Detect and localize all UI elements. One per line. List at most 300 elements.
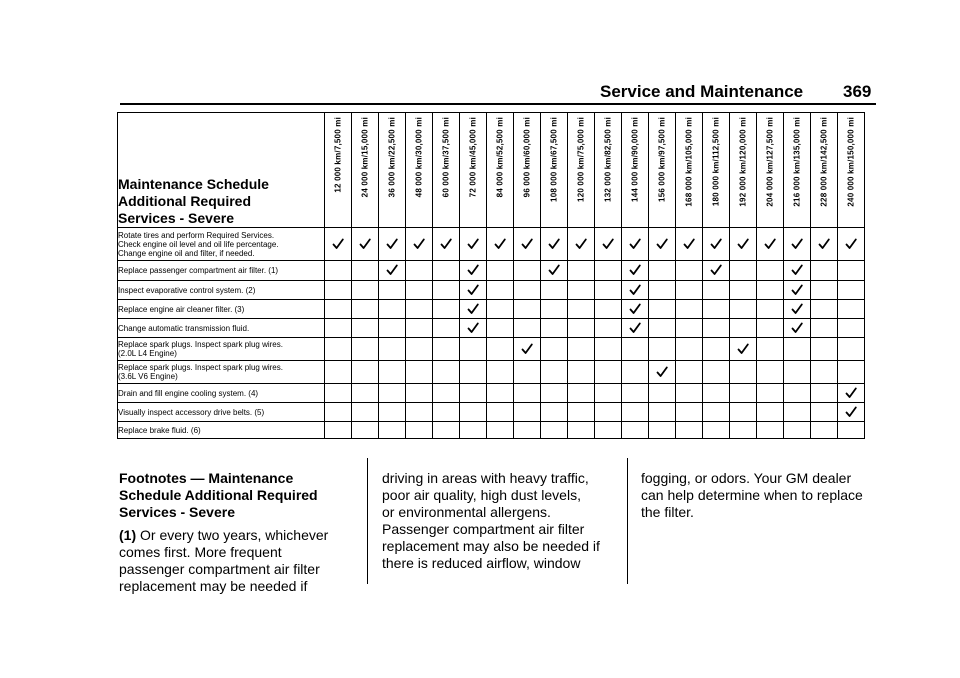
- schedule-cell: [541, 384, 568, 403]
- check-mark-icon: [845, 238, 857, 250]
- schedule-cell: [541, 319, 568, 338]
- schedule-cell: [811, 261, 838, 281]
- schedule-cell: [838, 361, 865, 384]
- service-task: [118, 422, 325, 439]
- interval-label: 12 000 km/7,500 mi: [333, 117, 343, 193]
- check-mark-icon: [629, 303, 641, 315]
- schedule-row: [118, 261, 865, 281]
- schedule-cell: [676, 422, 703, 439]
- check-mark-icon: [413, 238, 425, 250]
- schedule-cell: [595, 300, 622, 319]
- schedule-cell: [514, 319, 541, 338]
- check-mark-icon: [791, 322, 803, 334]
- check-mark-icon: [629, 264, 641, 276]
- schedule-row: [118, 319, 865, 338]
- interval-label: 168 000 km/105,000 mi: [684, 117, 694, 207]
- schedule-cell: [460, 403, 487, 422]
- schedule-row: [118, 384, 865, 403]
- service-task-line: Rotate tires and perform Required Services.: [118, 230, 275, 240]
- interval-label: 48 000 km/30,000 mi: [414, 117, 424, 198]
- schedule-cell: [676, 361, 703, 384]
- service-task: [118, 403, 325, 422]
- schedule-cell: [352, 361, 379, 384]
- footnote-1-label: (1): [119, 527, 137, 543]
- schedule-cell: [676, 228, 703, 261]
- schedule-cell: [460, 338, 487, 361]
- service-task: [118, 319, 325, 338]
- schedule-cell: [352, 338, 379, 361]
- table-title-line: Services - Severe: [118, 210, 234, 226]
- schedule-cell: [514, 384, 541, 403]
- schedule-cell: [379, 384, 406, 403]
- schedule-cell: [595, 319, 622, 338]
- schedule-cell: [352, 319, 379, 338]
- schedule-cell: [352, 261, 379, 281]
- schedule-cell: [730, 300, 757, 319]
- check-mark-icon: [332, 238, 344, 250]
- footnote-1-line-1: Or every two years, whichever: [136, 527, 329, 543]
- schedule-cell: [487, 361, 514, 384]
- interval-label: 96 000 km/60,000 mi: [522, 117, 532, 198]
- interval-label: 216 000 km/135,000 mi: [792, 117, 802, 207]
- schedule-cell: [325, 300, 352, 319]
- schedule-cell: [595, 361, 622, 384]
- check-mark-icon: [494, 238, 506, 250]
- interval-column-header: [703, 113, 730, 228]
- schedule-cell: [541, 228, 568, 261]
- service-task-line: Check engine oil level and oil life percentage.: [118, 239, 279, 249]
- schedule-cell: [838, 338, 865, 361]
- schedule-cell: [784, 338, 811, 361]
- interval-column-header: [487, 113, 514, 228]
- schedule-cell: [406, 384, 433, 403]
- schedule-row: [118, 300, 865, 319]
- check-mark-icon: [791, 264, 803, 276]
- footnote-1-continued-2: [641, 470, 876, 521]
- schedule-cell: [514, 338, 541, 361]
- schedule-cell: [433, 319, 460, 338]
- schedule-cell: [730, 319, 757, 338]
- interval-label: 24 000 km/15,000 mi: [360, 117, 370, 198]
- schedule-cell: [622, 228, 649, 261]
- check-mark-icon: [467, 238, 479, 250]
- schedule-cell: [325, 338, 352, 361]
- schedule-cell: [757, 361, 784, 384]
- schedule-cell: [595, 228, 622, 261]
- schedule-cell: [460, 319, 487, 338]
- schedule-cell: [406, 422, 433, 439]
- table-header-row: [118, 113, 865, 228]
- footnote-line: the filter.: [641, 504, 694, 520]
- schedule-cell: [622, 361, 649, 384]
- service-task-line: Replace spark plugs. Inspect spark plug wires.: [118, 363, 283, 372]
- schedule-row: [118, 228, 865, 261]
- schedule-cell: [568, 422, 595, 439]
- schedule-cell: [757, 422, 784, 439]
- check-mark-icon: [656, 238, 668, 250]
- schedule-cell: [379, 228, 406, 261]
- schedule-cell: [433, 422, 460, 439]
- schedule-cell: [757, 261, 784, 281]
- schedule-cell: [622, 281, 649, 300]
- schedule-cell: [811, 300, 838, 319]
- schedule-cell: [433, 384, 460, 403]
- schedule-cell: [433, 361, 460, 384]
- schedule-cell: [460, 261, 487, 281]
- schedule-cell: [514, 422, 541, 439]
- check-mark-icon: [359, 238, 371, 250]
- check-mark-icon: [602, 238, 614, 250]
- check-mark-icon: [737, 343, 749, 355]
- interval-column-header: [676, 113, 703, 228]
- schedule-cell: [649, 261, 676, 281]
- footnotes-heading-line: Services - Severe: [119, 504, 235, 520]
- schedule-cell: [379, 403, 406, 422]
- schedule-cell: [649, 422, 676, 439]
- footnote-line: passenger compartment air filter: [119, 561, 320, 577]
- footnote-line: driving in areas with heavy traffic,: [382, 470, 589, 486]
- footnotes-heading: [119, 470, 349, 521]
- check-mark-icon: [548, 238, 560, 250]
- schedule-cell: [460, 228, 487, 261]
- schedule-cell: [730, 338, 757, 361]
- schedule-cell: [811, 422, 838, 439]
- service-task-line: (3.6L V6 Engine): [118, 372, 178, 381]
- footnotes-column-2: [382, 470, 617, 572]
- schedule-cell: [325, 361, 352, 384]
- schedule-cell: [325, 384, 352, 403]
- schedule-cell: [676, 319, 703, 338]
- schedule-cell: [838, 228, 865, 261]
- schedule-cell: [379, 361, 406, 384]
- schedule-cell: [649, 281, 676, 300]
- interval-label: 192 000 km/120,000 mi: [738, 117, 748, 207]
- schedule-cell: [325, 422, 352, 439]
- schedule-cell: [406, 300, 433, 319]
- footnote-line: replacement may also be needed if: [382, 538, 600, 554]
- maintenance-schedule-table: [117, 112, 865, 439]
- interval-column-header: [352, 113, 379, 228]
- interval-label: 120 000 km/75,000 mi: [576, 117, 586, 202]
- check-mark-icon: [548, 264, 560, 276]
- check-mark-icon: [791, 238, 803, 250]
- check-mark-icon: [737, 238, 749, 250]
- schedule-cell: [784, 403, 811, 422]
- schedule-cell: [487, 384, 514, 403]
- footnote-1-text: [119, 527, 349, 595]
- schedule-cell: [838, 319, 865, 338]
- interval-label: 240 000 km/150,000 mi: [846, 117, 856, 207]
- schedule-cell: [622, 319, 649, 338]
- schedule-cell: [325, 281, 352, 300]
- schedule-row: [118, 403, 865, 422]
- check-mark-icon: [521, 343, 533, 355]
- schedule-cell: [676, 300, 703, 319]
- schedule-cell: [703, 384, 730, 403]
- schedule-cell: [784, 261, 811, 281]
- schedule-cell: [757, 228, 784, 261]
- check-mark-icon: [386, 264, 398, 276]
- schedule-cell: [379, 261, 406, 281]
- schedule-cell: [784, 422, 811, 439]
- check-mark-icon: [440, 238, 452, 250]
- service-task: [118, 384, 325, 403]
- footnote-line: can help determine when to replace: [641, 487, 863, 503]
- schedule-cell: [811, 228, 838, 261]
- schedule-cell: [730, 281, 757, 300]
- schedule-cell: [460, 384, 487, 403]
- footnote-line: poor air quality, high dust levels,: [382, 487, 581, 503]
- interval-column-header: [379, 113, 406, 228]
- schedule-cell: [703, 300, 730, 319]
- footnote-line: or environmental allergens.: [382, 504, 551, 520]
- footnotes-column-1: [119, 470, 349, 595]
- schedule-cell: [784, 319, 811, 338]
- check-mark-icon: [656, 366, 668, 378]
- schedule-cell: [622, 384, 649, 403]
- schedule-cell: [406, 281, 433, 300]
- schedule-cell: [649, 403, 676, 422]
- interval-label: 72 000 km/45,000 mi: [468, 117, 478, 198]
- table-title-line: Maintenance Schedule: [118, 176, 269, 192]
- schedule-cell: [784, 361, 811, 384]
- interval-column-header: [838, 113, 865, 228]
- schedule-cell: [703, 422, 730, 439]
- section-title: Service and Maintenance: [600, 82, 804, 101]
- schedule-cell: [541, 422, 568, 439]
- interval-column-header: [730, 113, 757, 228]
- schedule-cell: [649, 319, 676, 338]
- schedule-cell: [595, 338, 622, 361]
- schedule-cell: [406, 261, 433, 281]
- footnotes-column-3: [641, 470, 876, 521]
- schedule-cell: [379, 422, 406, 439]
- schedule-cell: [379, 319, 406, 338]
- schedule-cell: [352, 281, 379, 300]
- schedule-cell: [514, 403, 541, 422]
- schedule-cell: [838, 300, 865, 319]
- schedule-cell: [433, 338, 460, 361]
- table-title: [118, 113, 325, 228]
- interval-column-header: [568, 113, 595, 228]
- interval-column-header: [514, 113, 541, 228]
- interval-label: 132 000 km/82,500 mi: [603, 117, 613, 202]
- interval-label: 36 000 km/22,500 mi: [387, 117, 397, 198]
- schedule-cell: [676, 403, 703, 422]
- schedule-cell: [514, 361, 541, 384]
- schedule-cell: [595, 261, 622, 281]
- check-mark-icon: [467, 322, 479, 334]
- schedule-cell: [325, 228, 352, 261]
- schedule-cell: [487, 228, 514, 261]
- schedule-cell: [352, 228, 379, 261]
- service-task-line: Replace engine air cleaner filter. (3): [118, 304, 245, 314]
- schedule-cell: [757, 403, 784, 422]
- service-task-line: Drain and fill engine cooling system. (4): [118, 388, 259, 398]
- schedule-cell: [325, 261, 352, 281]
- schedule-cell: [703, 228, 730, 261]
- schedule-cell: [811, 319, 838, 338]
- schedule-cell: [406, 228, 433, 261]
- schedule-cell: [649, 384, 676, 403]
- schedule-cell: [487, 261, 514, 281]
- schedule-cell: [703, 261, 730, 281]
- schedule-cell: [568, 319, 595, 338]
- schedule-cell: [838, 261, 865, 281]
- check-mark-icon: [386, 238, 398, 250]
- schedule-cell: [487, 300, 514, 319]
- schedule-cell: [379, 281, 406, 300]
- schedule-cell: [568, 228, 595, 261]
- schedule-cell: [568, 261, 595, 281]
- schedule-cell: [622, 422, 649, 439]
- schedule-cell: [433, 300, 460, 319]
- schedule-cell: [676, 261, 703, 281]
- schedule-cell: [730, 422, 757, 439]
- interval-label: 144 000 km/90,000 mi: [630, 117, 640, 202]
- schedule-cell: [406, 403, 433, 422]
- schedule-cell: [568, 338, 595, 361]
- schedule-cell: [568, 384, 595, 403]
- service-task-line: Inspect evaporative control system. (2): [118, 285, 256, 295]
- interval-label: 108 000 km/67,500 mi: [549, 117, 559, 202]
- schedule-cell: [811, 281, 838, 300]
- interval-column-header: [784, 113, 811, 228]
- schedule-cell: [433, 403, 460, 422]
- service-task: [118, 228, 325, 261]
- interval-column-header: [460, 113, 487, 228]
- check-mark-icon: [467, 303, 479, 315]
- interval-column-header: [622, 113, 649, 228]
- schedule-cell: [595, 281, 622, 300]
- interval-column-header: [406, 113, 433, 228]
- schedule-cell: [811, 361, 838, 384]
- schedule-cell: [541, 403, 568, 422]
- interval-label: 228 000 km/142,500 mi: [819, 117, 829, 207]
- check-mark-icon: [791, 284, 803, 296]
- footnote-line: comes first. More frequent: [119, 544, 282, 560]
- schedule-cell: [757, 300, 784, 319]
- schedule-cell: [433, 261, 460, 281]
- schedule-cell: [838, 403, 865, 422]
- schedule-cell: [406, 361, 433, 384]
- footnote-line: replacement may be needed if: [119, 578, 308, 594]
- schedule-cell: [703, 338, 730, 361]
- schedule-cell: [703, 403, 730, 422]
- schedule-cell: [703, 281, 730, 300]
- schedule-cell: [541, 261, 568, 281]
- header-divider: [120, 103, 876, 105]
- page-number: 369: [843, 82, 872, 101]
- check-mark-icon: [845, 387, 857, 399]
- check-mark-icon: [575, 238, 587, 250]
- schedule-cell: [406, 319, 433, 338]
- schedule-cell: [460, 300, 487, 319]
- schedule-cell: [838, 422, 865, 439]
- schedule-cell: [379, 338, 406, 361]
- schedule-cell: [622, 403, 649, 422]
- service-task-line: Visually inspect accessory drive belts. (5): [118, 407, 265, 417]
- interval-label: 84 000 km/52,500 mi: [495, 117, 505, 198]
- schedule-cell: [487, 338, 514, 361]
- schedule-cell: [406, 338, 433, 361]
- schedule-cell: [460, 422, 487, 439]
- footnote-line: Passenger compartment air filter: [382, 521, 585, 537]
- footnote-line: there is reduced airflow, window: [382, 555, 581, 571]
- interval-column-header: [649, 113, 676, 228]
- check-mark-icon: [467, 264, 479, 276]
- table-title-line: Additional Required: [118, 193, 251, 209]
- check-mark-icon: [818, 238, 830, 250]
- schedule-cell: [379, 300, 406, 319]
- schedule-cell: [460, 361, 487, 384]
- schedule-cell: [784, 384, 811, 403]
- check-mark-icon: [710, 238, 722, 250]
- schedule-cell: [757, 384, 784, 403]
- schedule-cell: [541, 281, 568, 300]
- schedule-cell: [703, 319, 730, 338]
- schedule-cell: [568, 361, 595, 384]
- check-mark-icon: [467, 284, 479, 296]
- schedule-cell: [676, 384, 703, 403]
- schedule-cell: [757, 338, 784, 361]
- schedule-cell: [838, 281, 865, 300]
- schedule-cell: [838, 384, 865, 403]
- schedule-cell: [730, 361, 757, 384]
- schedule-cell: [730, 384, 757, 403]
- schedule-cell: [487, 422, 514, 439]
- schedule-cell: [757, 281, 784, 300]
- schedule-cell: [352, 300, 379, 319]
- check-mark-icon: [791, 303, 803, 315]
- schedule-cell: [433, 228, 460, 261]
- schedule-row: [118, 338, 865, 361]
- schedule-cell: [622, 338, 649, 361]
- service-task-line: Replace passenger compartment air filter. (1): [118, 266, 279, 275]
- service-task-line: Change engine oil and filter, if needed.: [118, 248, 255, 258]
- schedule-cell: [514, 300, 541, 319]
- check-mark-icon: [629, 322, 641, 334]
- service-task-line: Replace brake fluid. (6): [118, 425, 201, 435]
- schedule-cell: [541, 361, 568, 384]
- column-divider: [627, 458, 628, 584]
- schedule-cell: [514, 228, 541, 261]
- schedule-cell: [730, 403, 757, 422]
- schedule-cell: [676, 281, 703, 300]
- interval-column-header: [757, 113, 784, 228]
- schedule-cell: [811, 403, 838, 422]
- schedule-cell: [595, 384, 622, 403]
- schedule-cell: [487, 403, 514, 422]
- schedule-cell: [433, 281, 460, 300]
- check-mark-icon: [521, 238, 533, 250]
- schedule-cell: [649, 338, 676, 361]
- check-mark-icon: [683, 238, 695, 250]
- schedule-cell: [568, 403, 595, 422]
- schedule-cell: [352, 422, 379, 439]
- check-mark-icon: [710, 264, 722, 276]
- schedule-cell: [595, 403, 622, 422]
- interval-column-header: [811, 113, 838, 228]
- schedule-row: [118, 281, 865, 300]
- schedule-cell: [622, 261, 649, 281]
- schedule-cell: [730, 261, 757, 281]
- schedule-cell: [568, 300, 595, 319]
- interval-label: 204 000 km/127,500 mi: [765, 117, 775, 207]
- interval-label: 180 000 km/112,500 mi: [711, 117, 721, 207]
- service-task-line: Change automatic transmission fluid.: [118, 323, 250, 333]
- service-task: [118, 281, 325, 300]
